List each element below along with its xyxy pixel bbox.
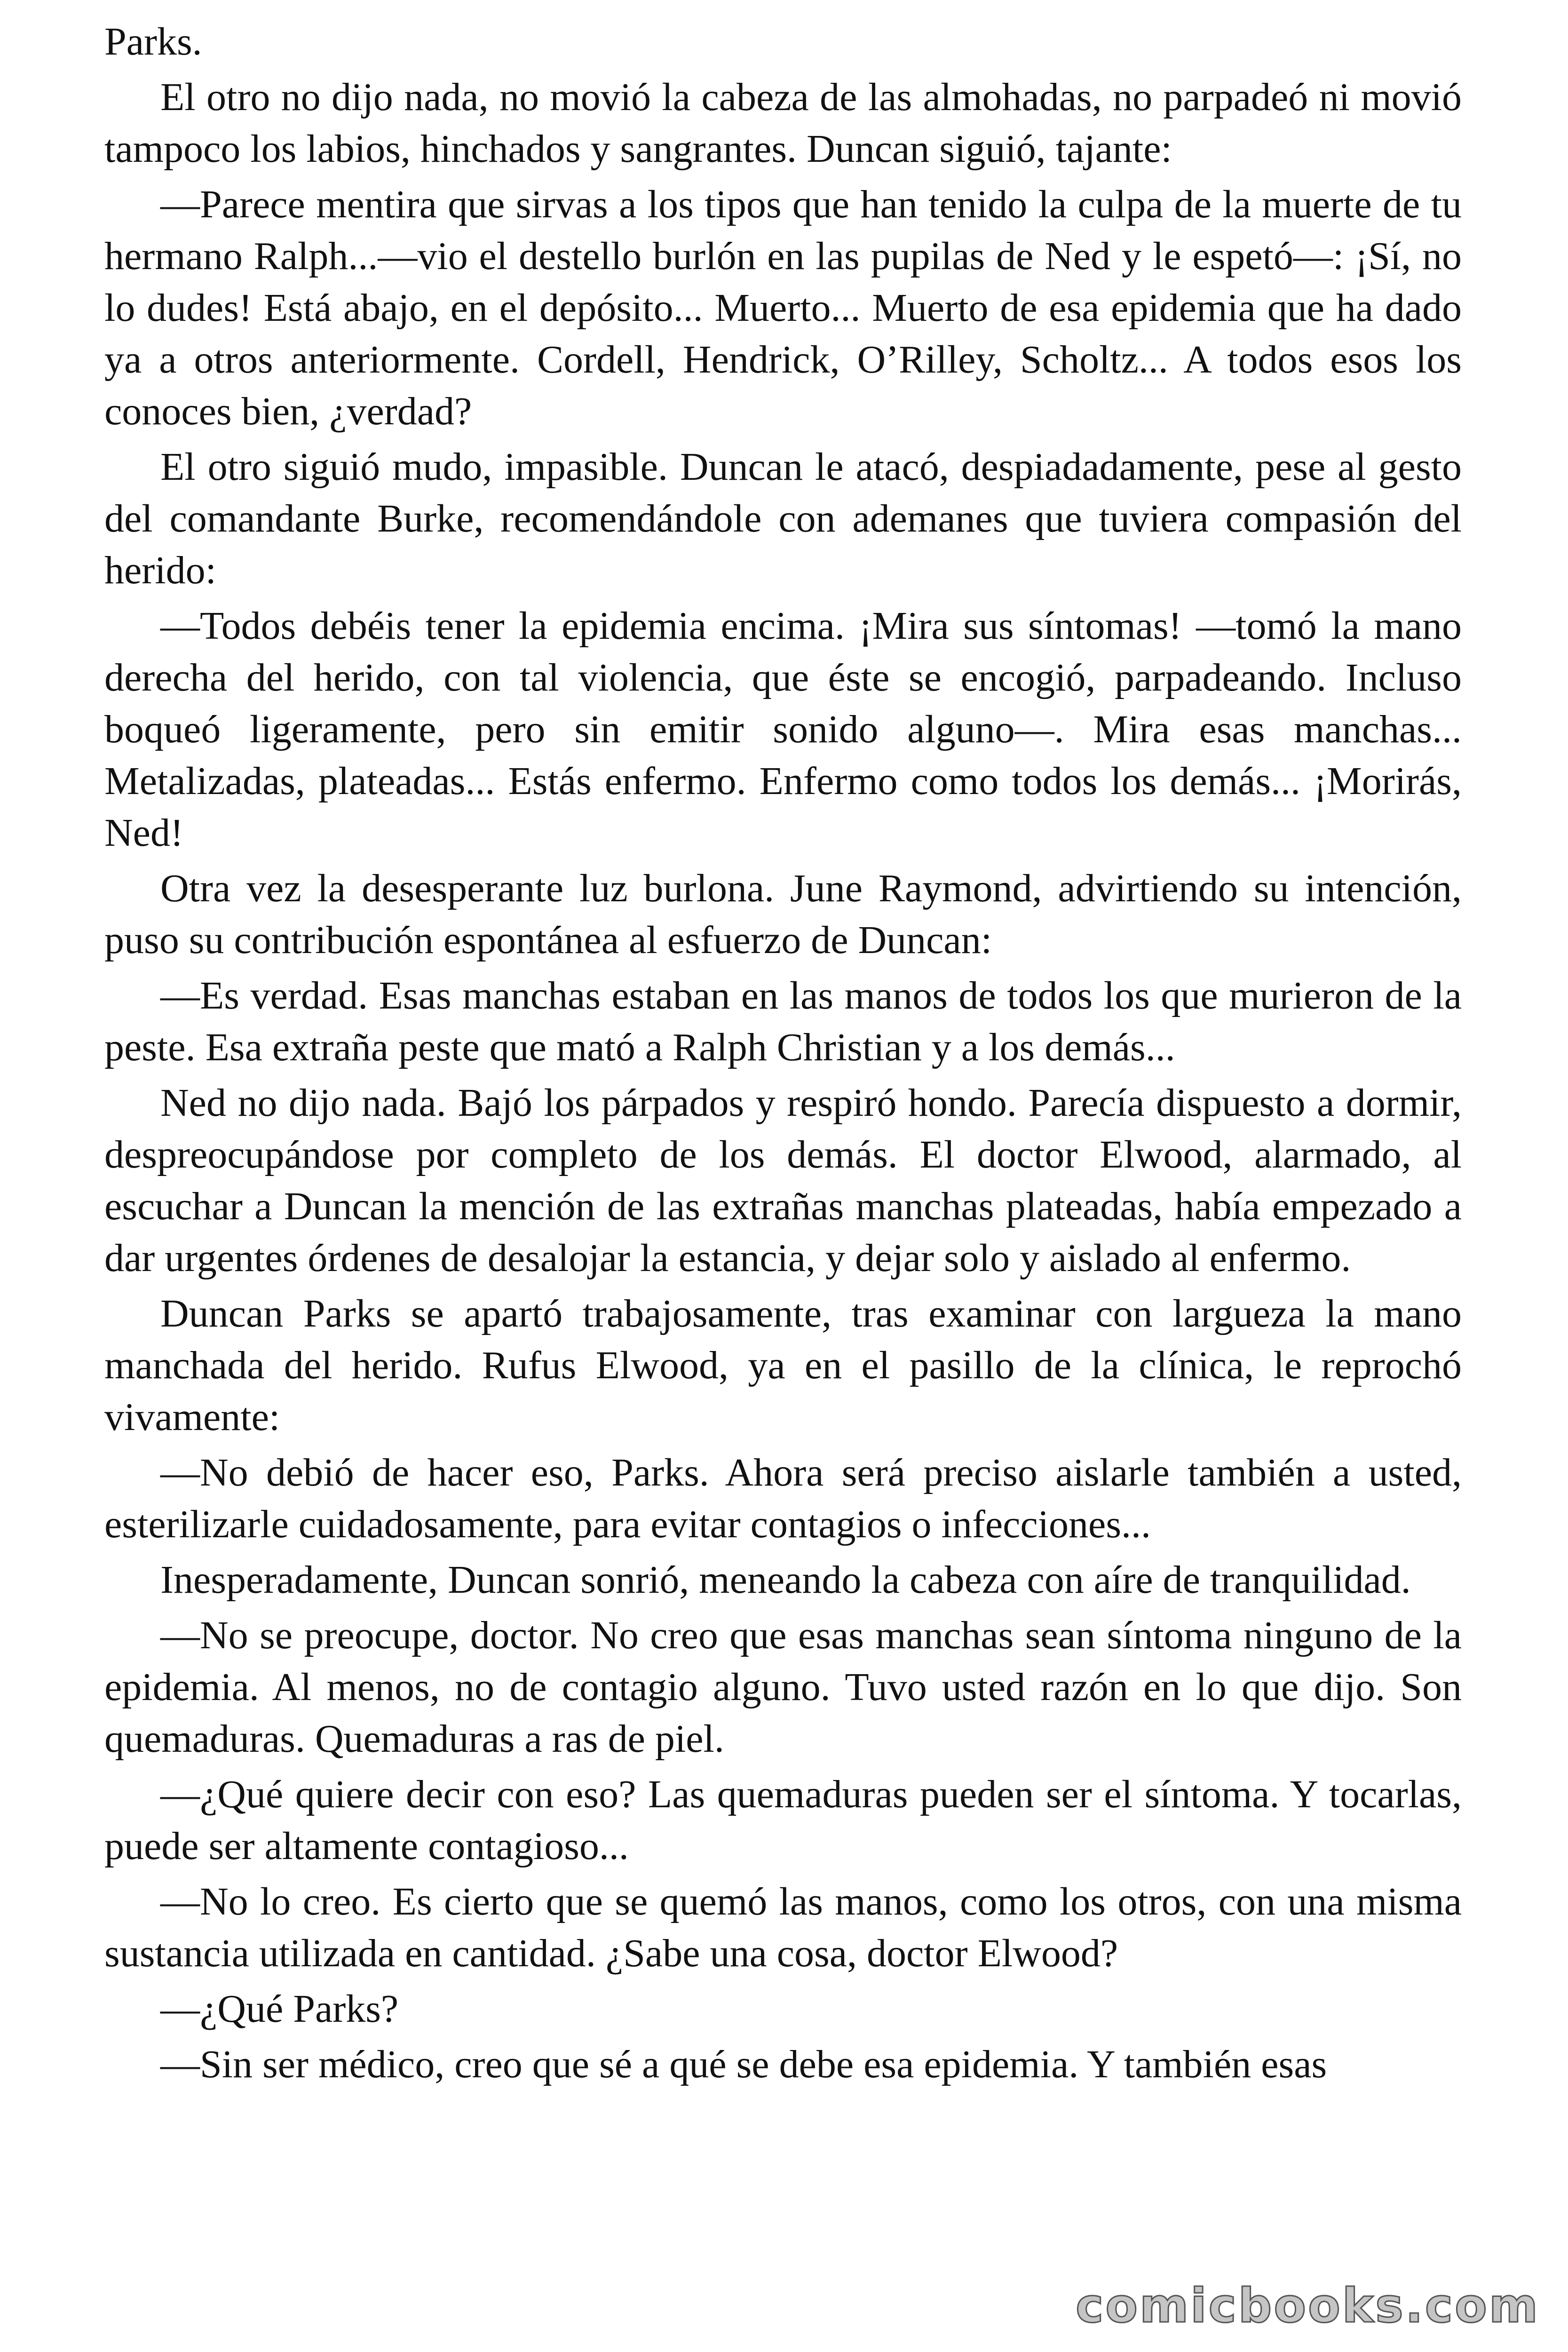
paragraph: Otra vez la desesperante luz burlona. June Raymond, advirtiendo su intención, puso su contribución espontánea al esfuerzo de Duncan: (104, 866, 1462, 962)
paragraph: —No lo creo. Es cierto que se quemó las manos, como los otros, con una misma sustancia utilizada en cantidad. ¿Sabe una cosa, doctor Elwood? (104, 1880, 1462, 1975)
paragraph: —¿Qué Parks? (160, 1987, 399, 2031)
paragraph: Parks. (104, 20, 202, 64)
paragraph: Inesperadamente, Duncan sonrió, meneando la cabeza con aíre de tranquilidad. (160, 1558, 1411, 1602)
paragraph: —Sin ser médico, creo que sé a qué se debe esa epidemia. Y también esas (160, 2042, 1327, 2086)
paragraph: Ned no dijo nada. Bajó los párpados y respiró hondo. Parecía dispuesto a dormir, despreocupándose por completo de los demás. El doctor Elwood, alarmado, al escuchar a Duncan la mención de las extrañas manchas plateadas, había empezado a dar urgentes órdenes de desalojar la estancia, y dejar solo y aislado al enfermo. (104, 1081, 1462, 1280)
paragraph: El otro no dijo nada, no movió la cabeza de las almohadas, no parpadeó ni movió tampoco los labios, hinchados y sangrantes. Duncan siguió, tajante: (104, 75, 1462, 171)
paragraph: El otro siguió mudo, impasible. Duncan le atacó, despiadadamente, pese al gesto del comandante Burke, recomendándole con ademanes que tuviera compasión del herido: (104, 445, 1462, 592)
paragraph: —No se preocupe, doctor. No creo que esas manchas sean síntoma ninguno de la epidemia. Al menos, no de contagio alguno. Tuvo usted razón en lo que dijo. Son quemaduras. Quemaduras a ras de piel. (104, 1613, 1462, 1761)
paragraph: —¿Qué quiere decir con eso? Las quemaduras pueden ser el síntoma. Y tocarlas, puede ser altamente contagioso... (104, 1772, 1462, 1868)
watermark-logo: comicbooks.com (1076, 2278, 1540, 2333)
paragraph: —Es verdad. Esas manchas estaban en las manos de todos los que murieron de la peste. Esa extraña peste que mató a Ralph Christian y a los demás... (104, 974, 1462, 1069)
page-text (104, 16, 1462, 2094)
paragraph: —Parece mentira que sirvas a los tipos que han tenido la culpa de la muerte de tu hermano Ralph...—vio el destello burlón en las pupilas de Ned y le espetó—: ¡Sí, no lo dudes! Está abajo, en el depósito... Muerto... Muerto de esa epidemia que ha dado ya a otros anteriormente. Cordell, Hendrick, O’Rilley, Scholtz... A todos esos los conoces bien, ¿verdad? (104, 183, 1462, 433)
paragraph: Duncan Parks se apartó trabajosamente, tras examinar con largueza la mano manchada del herido. Rufus Elwood, ya en el pasillo de la clínica, le reprochó vivamente: (104, 1292, 1462, 1439)
paragraph: —Todos debéis tener la epidemia encima. ¡Mira sus síntomas! —tomó la mano derecha del herido, con tal violencia, que éste se encogió, parpadeando. Incluso boqueó ligeramente, pero sin emitir sonido alguno—. Mira esas manchas... Metalizadas, plateadas... Estás enfermo. Enfermo como todos los demás... ¡Morirás, Ned! (104, 604, 1462, 855)
paragraph: —No debió de hacer eso, Parks. Ahora será preciso aislarle también a usted, esterilizarle cuidadosamente, para evitar contagios o infecciones... (104, 1451, 1462, 1546)
